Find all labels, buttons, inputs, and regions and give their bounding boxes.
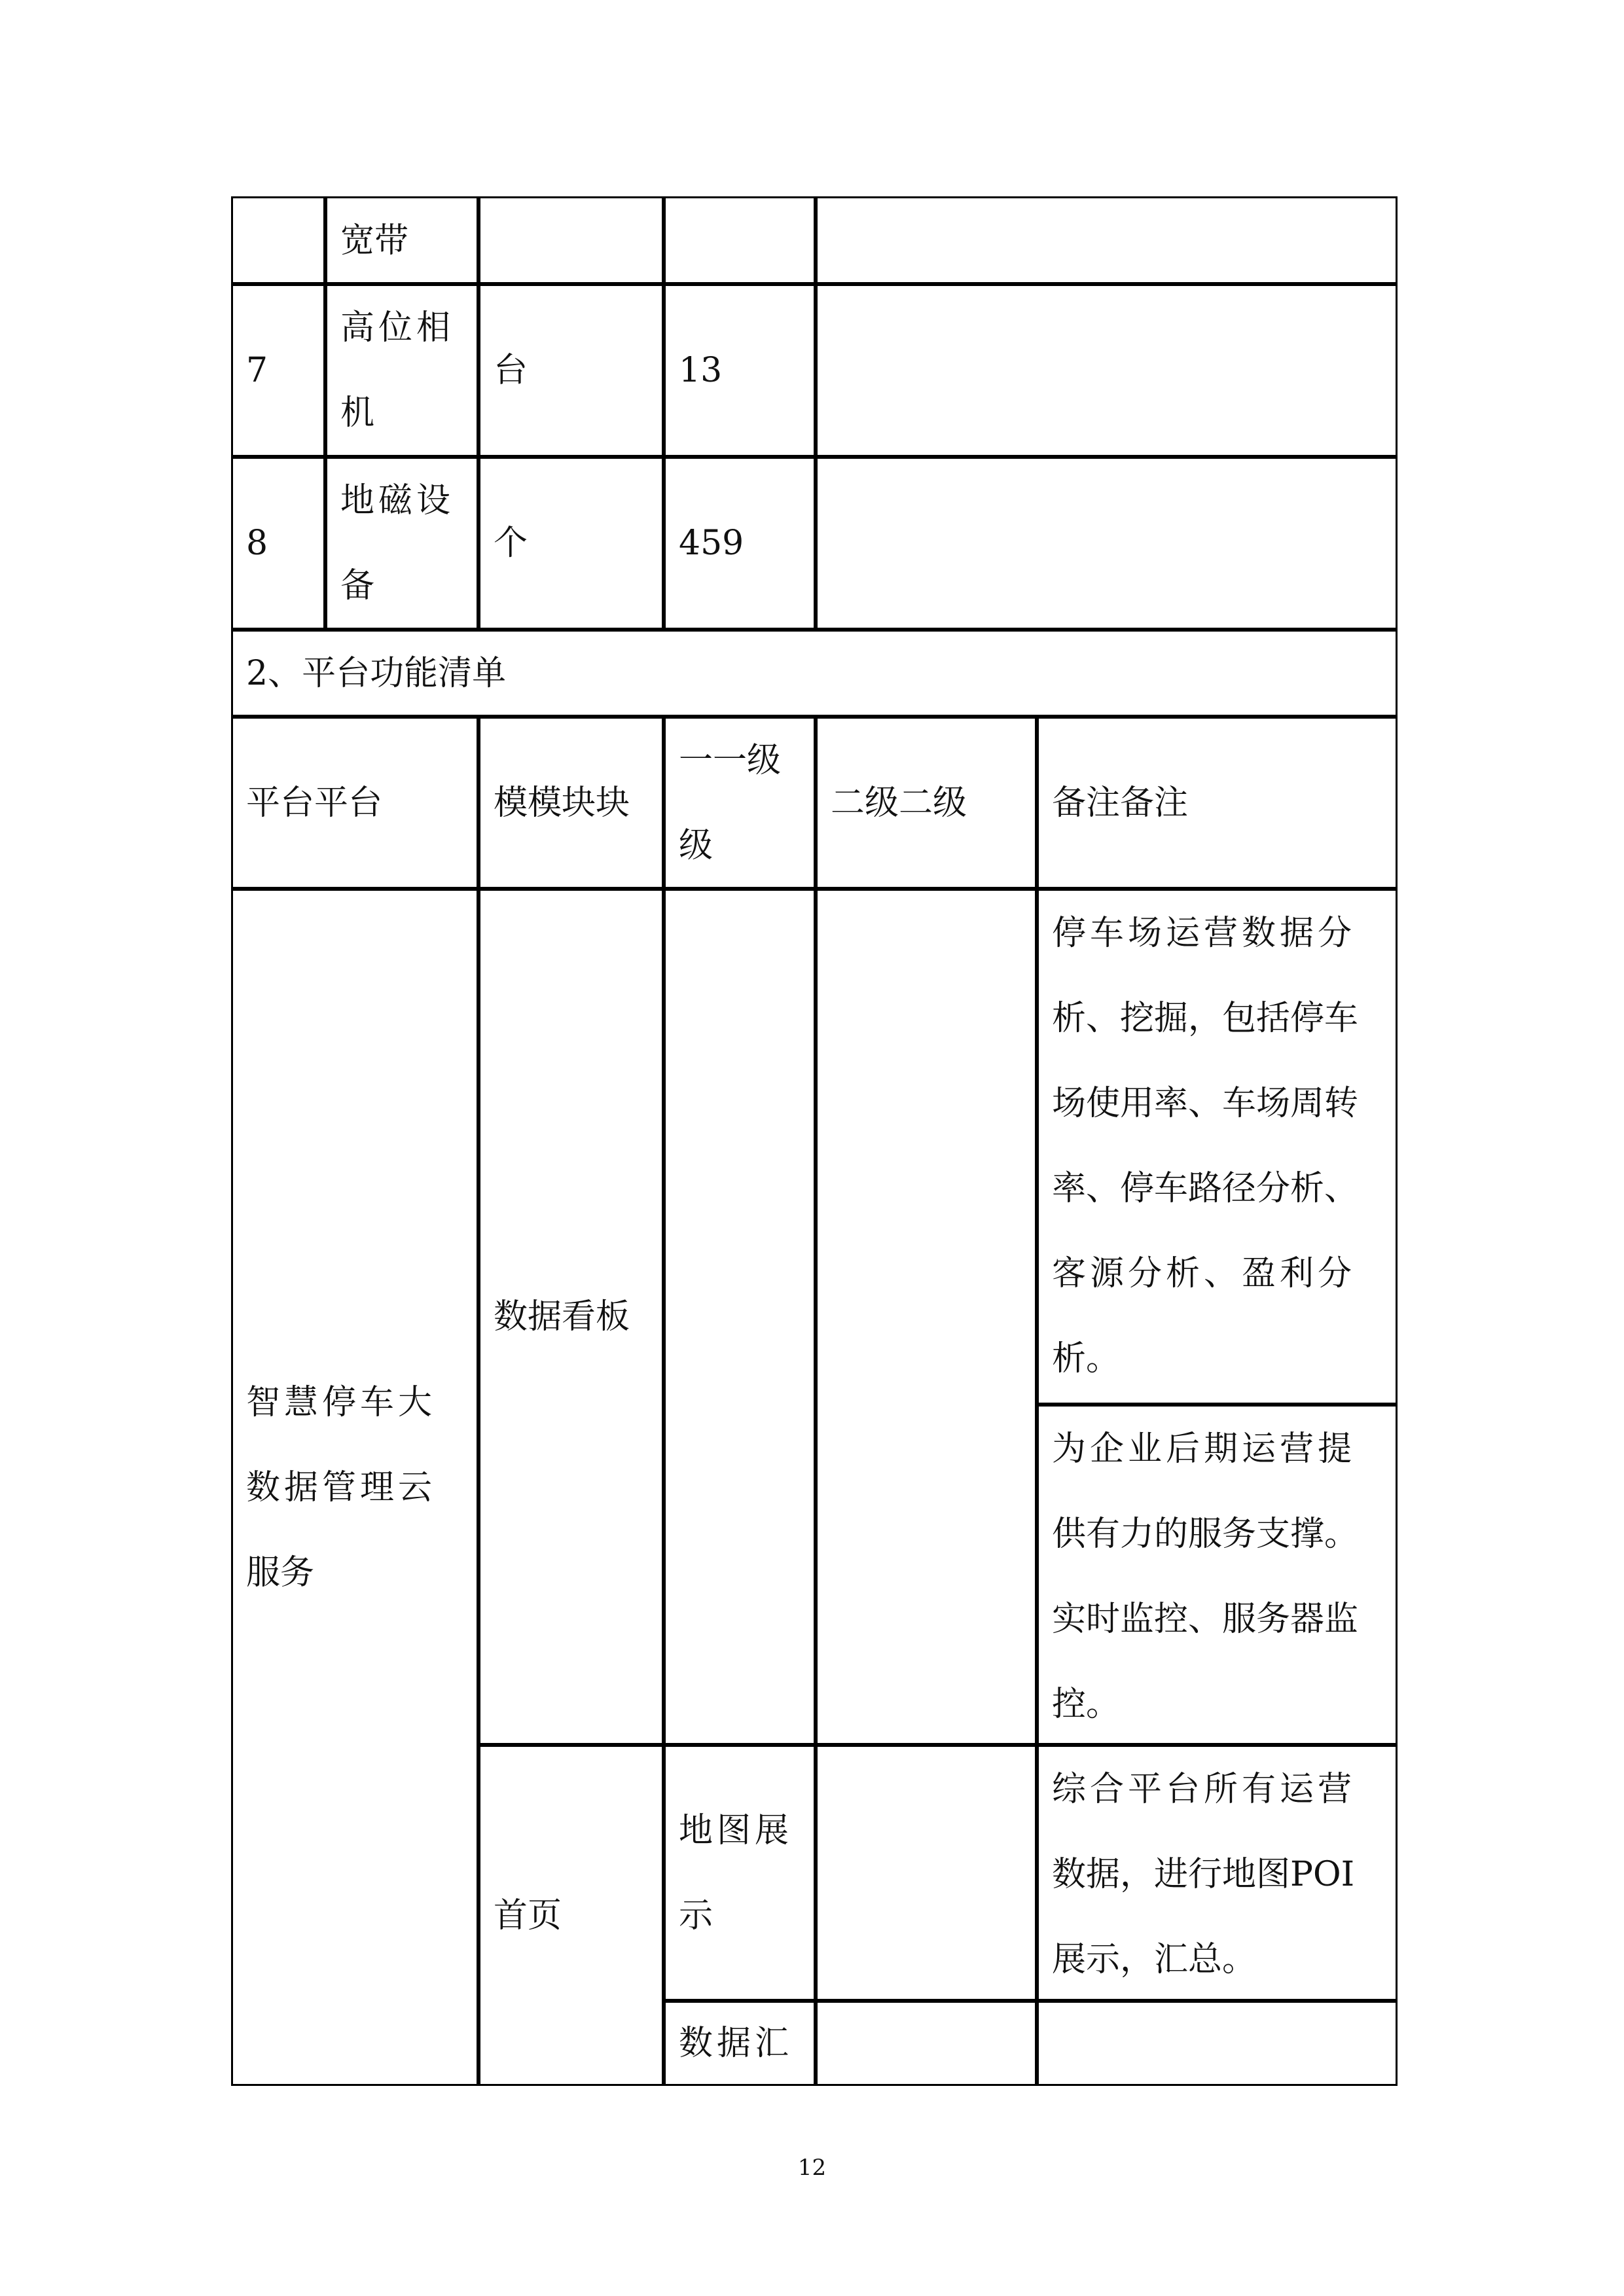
header-module: 模模块块 — [478, 717, 664, 889]
home-summary-level1-cell: 数据汇 — [664, 2001, 816, 2086]
equip-note-cell — [816, 196, 1398, 284]
home-summary-remark-cell — [1037, 2001, 1398, 2086]
equip-unit-cell: 个 — [478, 457, 664, 630]
equip-qty-cell — [664, 196, 816, 284]
equip-unit-cell — [478, 196, 664, 284]
equipment-and-function-table — [232, 197, 1398, 2087]
equip-note-cell — [816, 284, 1398, 457]
page-number: 12 — [797, 2155, 827, 2181]
dashboard-level2-cell — [816, 889, 1037, 1745]
section-title: 2、平台功能清单 — [231, 630, 1398, 717]
equip-no-cell: 8 — [231, 457, 325, 630]
equip-unit-cell: 台 — [478, 284, 664, 457]
dashboard-level1-cell — [664, 889, 816, 1745]
home-map-level1-cell: 地图展 示 — [664, 1745, 816, 2001]
module-dashboard-cell: 数据看板 — [478, 889, 664, 1745]
equip-name-cell: 高位相 机 — [325, 284, 478, 457]
header-remark: 备注备注 — [1037, 717, 1398, 889]
equip-no-cell — [231, 196, 325, 284]
equip-note-cell — [816, 457, 1398, 630]
home-summary-level2-cell — [816, 2001, 1037, 2086]
dashboard-remark-cell: 为企业后期运营提 供有力的服务支撑。 实时监控、服务器监 控。 — [1037, 1405, 1398, 1745]
home-map-level2-cell — [816, 1745, 1037, 2001]
header-level2: 二级二级 — [816, 717, 1037, 889]
header-platform: 平台平台 — [231, 717, 478, 889]
equip-name-cell: 地磁设 备 — [325, 457, 478, 630]
module-home-cell: 首页 — [478, 1745, 664, 2086]
equip-name-cell: 宽带 — [325, 196, 478, 284]
home-map-remark-cell: 综合平台所有运营 数据，进行地图POI 展示，汇总。 — [1037, 1745, 1398, 2001]
platform-name-cell: 智慧停车大 数据管理云 服务 — [231, 889, 478, 2086]
dashboard-remark-cell: 停车场运营数据分 析、挖掘，包括停车 场使用率、车场周转 率、停车路径分析、 客源分析、盈利分 析。 — [1037, 889, 1398, 1405]
equip-qty-cell: 13 — [664, 284, 816, 457]
equip-no-cell: 7 — [231, 284, 325, 457]
header-level1: 一一级 级 — [664, 717, 816, 889]
equip-qty-cell: 459 — [664, 457, 816, 630]
